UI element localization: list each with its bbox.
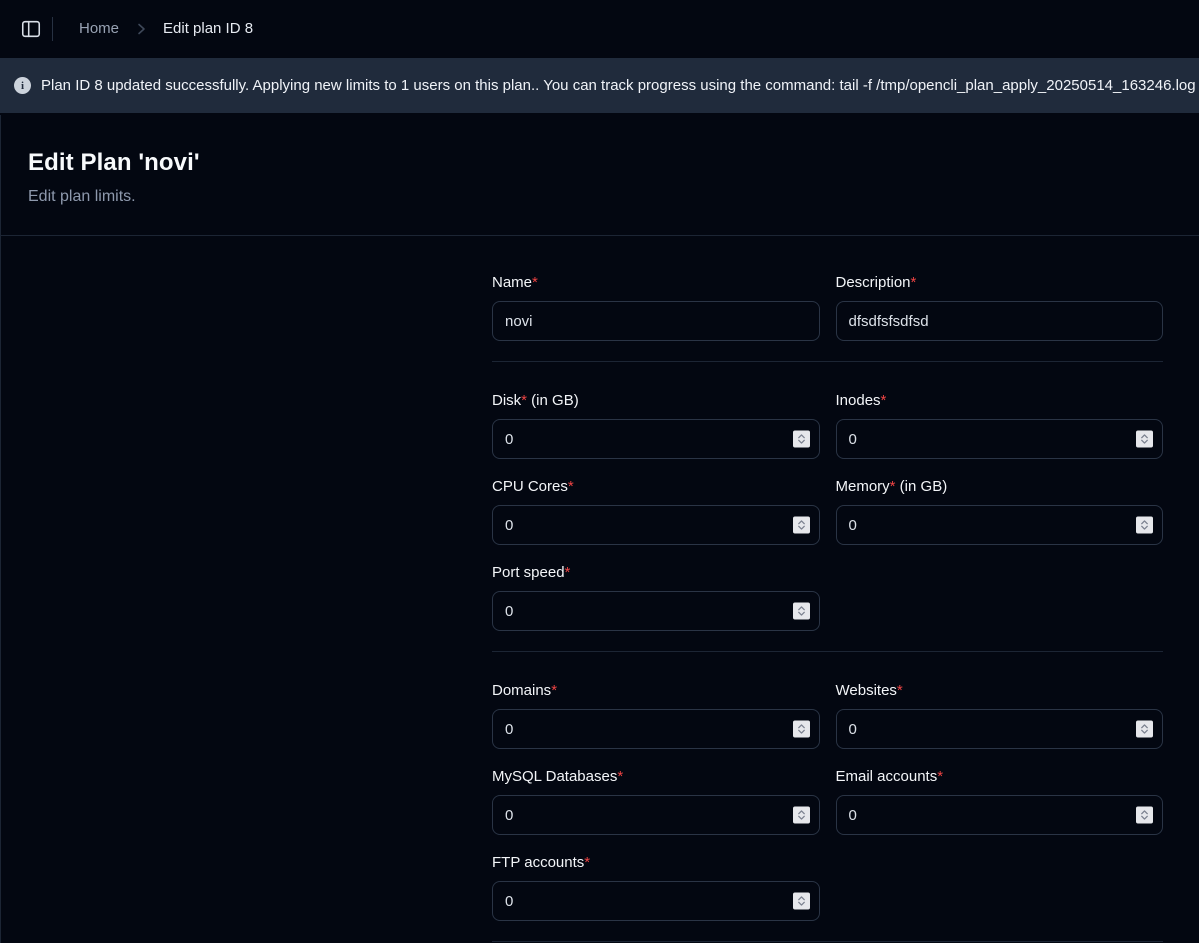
section-divider <box>492 361 1163 362</box>
form-row <box>492 683 1163 749</box>
cpu-cores-input[interactable] <box>492 505 820 545</box>
required-asterisk: * <box>937 768 944 785</box>
breadcrumb <box>79 20 253 37</box>
websites-input-wrap <box>836 709 1164 749</box>
breadcrumb-home[interactable]: Home <box>79 20 120 37</box>
email-accounts-label <box>836 769 1164 785</box>
ftp-accounts-label <box>492 855 820 871</box>
label-text: CPU Cores <box>492 478 568 495</box>
disk-label <box>492 393 820 409</box>
name-label <box>492 275 820 291</box>
form-row <box>492 769 1163 835</box>
port-speed-label <box>492 565 820 581</box>
required-asterisk: * <box>521 392 528 409</box>
section-divider <box>492 651 1163 652</box>
form-row <box>492 275 1163 341</box>
section-divider <box>492 941 1163 942</box>
port-speed-input-wrap <box>492 591 820 631</box>
required-asterisk: * <box>889 478 896 495</box>
field-mysql-databases <box>492 769 820 835</box>
ftp-accounts-input-wrap <box>492 881 820 921</box>
name-input-wrap <box>492 301 820 341</box>
number-stepper-disk[interactable] <box>793 431 810 448</box>
number-stepper-cpu-cores[interactable] <box>793 517 810 534</box>
required-asterisk: * <box>896 682 903 699</box>
page-title: Edit Plan 'novi' <box>28 149 200 176</box>
form-row <box>492 565 1163 631</box>
card-body <box>1 236 1199 942</box>
field-empty <box>836 565 1164 631</box>
ftp-accounts-input[interactable] <box>492 881 820 921</box>
field-cpu-cores <box>492 479 820 545</box>
field-inodes <box>836 393 1164 459</box>
inodes-label <box>836 393 1164 409</box>
required-asterisk: * <box>551 682 558 699</box>
disk-input-wrap <box>492 419 820 459</box>
email-accounts-input-wrap <box>836 795 1164 835</box>
field-email-accounts <box>836 769 1164 835</box>
required-asterisk: * <box>564 564 571 581</box>
disk-input[interactable] <box>492 419 820 459</box>
field-memory <box>836 479 1164 545</box>
websites-input[interactable] <box>836 709 1164 749</box>
description-input[interactable] <box>836 301 1164 341</box>
memory-input[interactable] <box>836 505 1164 545</box>
label-text: MySQL Databases <box>492 768 618 785</box>
label-text: Memory <box>835 478 890 495</box>
info-icon: i <box>14 77 31 94</box>
inodes-input[interactable] <box>836 419 1164 459</box>
required-asterisk: * <box>567 478 574 495</box>
form-row <box>492 479 1163 545</box>
name-input[interactable] <box>492 301 820 341</box>
number-stepper-port-speed[interactable] <box>793 603 810 620</box>
required-asterisk: * <box>584 854 591 871</box>
field-port-speed <box>492 565 820 631</box>
memory-label <box>836 479 1164 495</box>
domains-input-wrap <box>492 709 820 749</box>
domains-input[interactable] <box>492 709 820 749</box>
memory-input-wrap <box>836 505 1164 545</box>
description-label <box>836 275 1164 291</box>
success-alert <box>0 58 1199 113</box>
sidebar-toggle-button[interactable] <box>14 12 48 46</box>
inodes-input-wrap <box>836 419 1164 459</box>
panel-left-icon <box>20 18 42 40</box>
cpu-cores-label <box>492 479 820 495</box>
required-asterisk: * <box>532 274 538 291</box>
field-websites <box>836 683 1164 749</box>
label-text: Description <box>835 274 911 291</box>
port-speed-input[interactable] <box>492 591 820 631</box>
number-stepper-mysql-databases[interactable] <box>793 807 810 824</box>
label-text: Disk <box>492 392 522 409</box>
topbar-divider <box>52 17 53 41</box>
field-description <box>836 275 1164 341</box>
field-empty <box>836 855 1164 921</box>
required-asterisk: * <box>910 274 917 291</box>
edit-plan-card <box>0 115 1199 943</box>
breadcrumb-current: Edit plan ID 8 <box>163 20 254 37</box>
field-name <box>492 275 820 341</box>
label-text: Websites <box>835 682 897 699</box>
form-row <box>492 393 1163 459</box>
websites-label <box>836 683 1164 699</box>
label-suffix: (in GB) <box>895 478 948 495</box>
field-disk <box>492 393 820 459</box>
number-stepper-domains[interactable] <box>793 721 810 738</box>
mysql-databases-input[interactable] <box>492 795 820 835</box>
label-text: Port speed <box>492 564 565 581</box>
description-input-wrap <box>836 301 1164 341</box>
cpu-cores-input-wrap <box>492 505 820 545</box>
label-text: Domains <box>492 682 552 699</box>
domains-label <box>492 683 820 699</box>
number-stepper-memory[interactable] <box>1136 517 1153 534</box>
alert-message: Plan ID 8 updated successfully. Applying new limits to 1 users on this plan.. You can track progress using the command: tail -f /tmp/opencli_plan_apply_20250514_163246.log <box>41 77 1196 94</box>
label-text: Name <box>492 274 533 291</box>
mysql-databases-input-wrap <box>492 795 820 835</box>
mysql-databases-label <box>492 769 820 785</box>
number-stepper-ftp-accounts[interactable] <box>793 893 810 910</box>
card-header <box>1 115 1199 236</box>
number-stepper-websites[interactable] <box>1136 721 1153 738</box>
edit-plan-form <box>492 275 1163 942</box>
chevron-right-icon <box>133 21 149 37</box>
number-stepper-email-accounts[interactable] <box>1136 807 1153 824</box>
field-ftp-accounts <box>492 855 820 921</box>
number-stepper-inodes[interactable] <box>1136 431 1153 448</box>
label-text: Email accounts <box>835 768 938 785</box>
field-domains <box>492 683 820 749</box>
required-asterisk: * <box>880 392 887 409</box>
required-asterisk: * <box>617 768 624 785</box>
label-text: Inodes <box>835 392 881 409</box>
form-row <box>492 855 1163 921</box>
email-accounts-input[interactable] <box>836 795 1164 835</box>
label-suffix: (in GB) <box>527 392 579 409</box>
label-text: FTP accounts <box>492 854 585 871</box>
topbar <box>0 0 1199 57</box>
page-subtitle: Edit plan limits. <box>28 188 136 205</box>
